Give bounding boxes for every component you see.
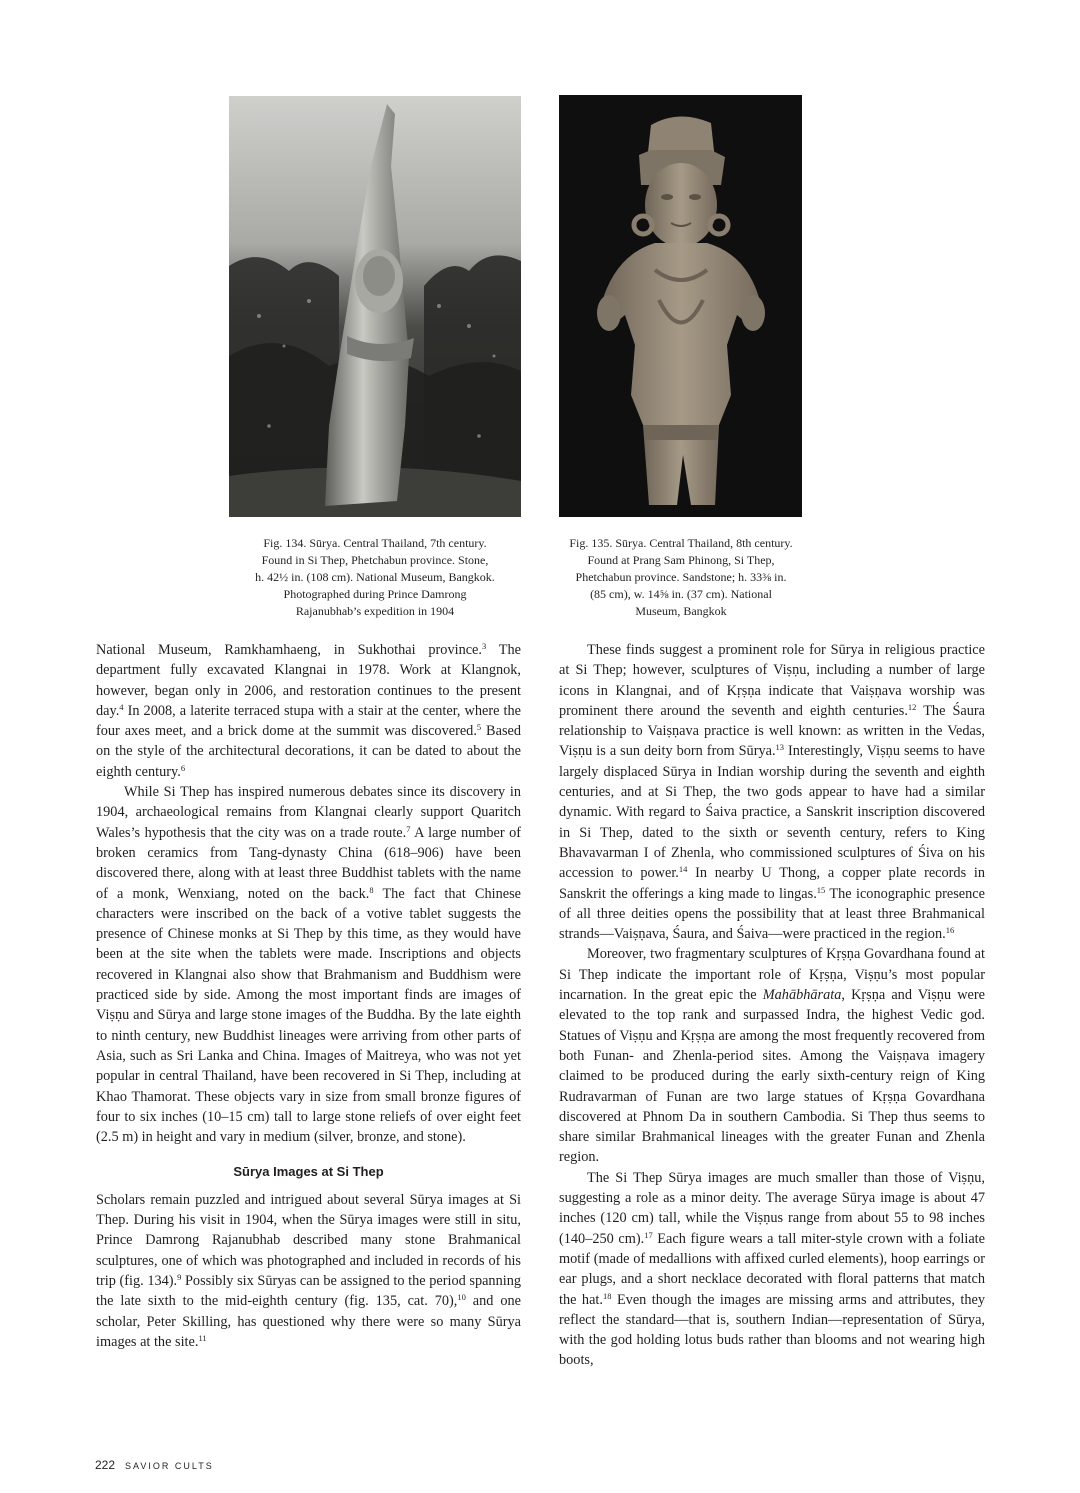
page-footer [95, 1456, 214, 1474]
figure-134-photo [229, 96, 521, 517]
caption-line: Fig. 135. Sūrya. Central Thailand, 8th century. [569, 536, 793, 550]
figure-135-photo [559, 95, 802, 517]
footnote-ref[interactable]: 7 [406, 823, 411, 834]
caption-line: Found in Si Thep, Phetchabun province. Stone, [261, 553, 489, 567]
footnote-ref[interactable]: 18 [602, 1290, 612, 1301]
footnote-ref[interactable]: 13 [775, 742, 785, 753]
footnote-ref[interactable]: 5 [476, 722, 482, 733]
figure-134-caption [225, 535, 525, 620]
footnote-ref[interactable]: 11 [198, 1332, 207, 1343]
footnote-ref[interactable]: 15 [816, 884, 826, 895]
footnote-ref[interactable]: 14 [678, 864, 688, 875]
running-head: SAVIOR CULTS [125, 1461, 214, 1471]
footnote-ref[interactable]: 3 [481, 641, 487, 651]
surya-sandstone-sculpture-fig135 [559, 95, 802, 517]
body-paragraph: The Si Thep Sūrya images are much smaller than those of Viṣṇu, suggesting a role as a minor deity. The average Sūrya image is about 47 inches (120 cm) tall, while the Viṣṇus range from about 55 to 98 inches (140–250 cm).$^{17}$ Each figure wears a tall miter-style crown with a foliate motif (made of medallions with affixed curled elements), hoop earrings or ear plugs, and a short necklace decorated with floral patterns that match the hat.$^{18}$ Even though the images are missing arms and attributes, they reflect the standard—that is, southern Indian—representation of Sūrya, with the god holding lotus buds rather than blooms and not wearing high boots, [559, 1169, 985, 1369]
caption-line: Fig. 134. Sūrya. Central Thailand, 7th century. [263, 536, 487, 550]
page-number: 222 [95, 1458, 116, 1472]
caption-line: Found at Prang Sam Phinong, Si Thep, [587, 553, 775, 567]
caption-line: h. 42½ in. (108 cm). National Museum, Bangkok. [255, 570, 495, 584]
footnote-ref[interactable]: 4 [119, 701, 124, 712]
footnote-ref[interactable]: 8 [369, 884, 374, 895]
surya-statue-photo-fig134 [229, 96, 521, 517]
body-paragraph: While Si Thep has inspired numerous debates since its discovery in 1904, archaeological remains from Klangnai clearly support Quaritch Wales’s hypothesis that the city was on a trade route.$^7$ A large number of broken ceramics from Tang-dynasty China (618–906) have been discovered there, along with at least three Buddhist tablets with the name of a monk, Wenxiang, noted on the back.$^8$ The fact that Chinese characters were inscribed on the back of a votive tablet suggests the presence of Chinese monks at Si Thep by this time, as they would have been at the site when the tablets were made. Inscriptions and objects recovered in Klangnai also show that Brahmanism and Buddhism were practiced side by side. Among the most important finds are images of Viṣṇu and Sūrya and large stone images of the Buddha. By the late eighth to ninth century, new Buddhist lineages were arriving from other parts of Asia, such as Sri Lanka and China. Images of Maitreya, who was not yet popular in central Thailand, have been recovered in Si Thep, including at Khao Thamorat. These objects vary in size from small bronze figures of four to six inches (10–15 cm) tall to large stone reliefs of over eight feet (2.5 m) in height and vary in medium (silver, bronze, and stone). [96, 784, 521, 1146]
body-paragraph: These finds suggest a prominent role for Sūrya in religious practice at Si Thep; however, sculptures of Viṣṇu, including a number of large icons in Klangnai, and of Kṛṣṇa indicate that Vaiṣṇava worship was prominent there around the seventh and eighth centuries.$^{12}$ The Śaura relationship to Vaiṣṇava practice is well known: as written in the Vedas, Viṣṇu is a sun deity born from Sūrya.$^{13}$ Interestingly, Viṣṇu seems to have largely displaced Sūrya in Indian worship during the seventh and eighth centuries, and at Si Thep, the two gods appear to have had a similar dynamic. With regard to Śaiva practice, a Sanskrit inscription discovered in Si Thep, dated to the sixth or seventh century, refers to King Bhavavarman I of Zhenla, who commissioned sculptures of Śiva on his accession to power.$^{14}$ In nearby U Thong, a copper plate records in Sanskrit the offerings a king made to lingas.$^{15}$ The iconographic presence of all three deities opens the possibility that at least three Brahmanical strands—Vaiṣṇava, Śaura, and Śaiva—were practiced in the region.$^{16}$ [559, 642, 985, 943]
section-heading: Sūrya Images at Si Thep [233, 1164, 384, 1180]
body-paragraph: Scholars remain puzzled and intrigued about several Sūrya images at Si Thep. During his visit in 1904, when the Sūrya images were still in situ, Prince Damrong Rajanubhab described many stone Brahmanical sculptures, one of which was photographed and included in records of his trip (fig. 134).$^9$ Possibly six Sūryas can be assigned to the period spanning the late sixth to the mid-eighth century (fig. 135, cat. 70),$^{10}$ and one scholar, Peter Skilling, has questioned why there were so many Sūrya images at the site.$^{11}$ [96, 1191, 521, 1350]
footnote-ref[interactable]: 12 [907, 701, 917, 712]
caption-line: Photographed during Prince Damrong [283, 587, 467, 601]
footnote-ref[interactable]: 16 [945, 925, 955, 936]
right-text-column [559, 640, 985, 1371]
caption-line: Phetchabun province. Sandstone; h. 33⅜ in. [575, 570, 787, 584]
caption-line: Museum, Bangkok [635, 604, 727, 618]
body-paragraph: National Museum, Ramkhamhaeng, in Sukhothai province.$^3$ The department fully excavated Klangnai in 1978. Work at Klangnok, however, began only in 2006, and restoration continues to the present day.$^4$ In 2008, a laterite terraced stupa with a stair at the center, where the four axes meet, and a brick dome at the summit was discovered.$^5$ Based on the style of the architectural decorations, it can be dated to about the eighth century.$^6$ [96, 641, 522, 780]
footnote-ref[interactable]: 9 [177, 1271, 182, 1282]
footnote-ref[interactable]: 6 [180, 762, 186, 773]
caption-line: Rajanubhab’s expedition in 1904 [295, 604, 455, 618]
caption-line: (85 cm), w. 14⅝ in. (37 cm). National [590, 587, 772, 601]
footnote-ref[interactable]: 17 [644, 1229, 653, 1240]
left-text-column [96, 640, 521, 1352]
body-paragraph: Moreover, two fragmentary sculptures of Kṛṣṇa Govardhana found at Si Thep indicate the important role of Kṛṣṇa, Viṣṇu’s most popular incarnation. In the great epic the Mahābhārata, Kṛṣṇa and Viṣṇu were elevated to the top rank and surpassed Indra, the highest Vedic god. Statues of Viṣṇu and Kṛṣṇa are among the most frequently recovered from both Funan- and Zhenla-period sites. Among the Vaiṣṇava imagery claimed to be produced during the early sixth-century reign of King Rudravarman of Funan are two large statues of Kṛṣṇa Govardhana discovered at Phnom Da in southern Cambodia. Si Thep thus seems to share similar Brahmanical lineages with the greater Funan and Zhenla region. [559, 946, 985, 1166]
italic-title: Mahābhārata [762, 987, 842, 1004]
footnote-ref[interactable]: 10 [457, 1292, 466, 1303]
figure-135-caption [548, 535, 814, 620]
